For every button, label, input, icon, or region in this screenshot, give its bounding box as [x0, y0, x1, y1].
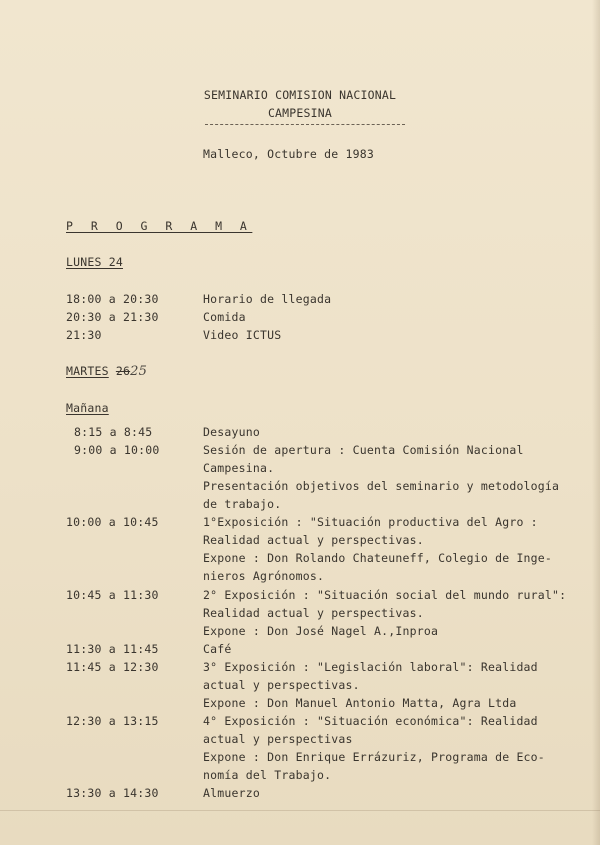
schedule-description: Café [203, 642, 232, 656]
martes-handwritten-date: 25 [130, 364, 148, 379]
schedule-description: Expone : Don Enrique Errázuriz, Programa de Eco- [203, 750, 545, 764]
schedule-time: 20:30 a 21:30 [66, 310, 159, 324]
schedule-time: 11:45 a 12:30 [66, 660, 159, 674]
schedule-description: 1°Exposición : "Situación productiva del Agro : [203, 515, 538, 529]
schedule-time: 11:30 a 11:45 [66, 642, 159, 656]
schedule-description: Expone : Don José Nagel A.,Inproa [203, 624, 439, 638]
paper-fold-line [0, 810, 600, 811]
schedule-time: 9:00 a 10:00 [74, 443, 160, 457]
schedule-description: Realidad actual y perspectivas. [203, 606, 424, 620]
document-title-line-2: CAMPESINA [267, 106, 333, 120]
document-title-line-1: SEMINARIO COMISION NACIONAL [203, 88, 397, 102]
manana-heading: Mañana [66, 401, 109, 415]
schedule-description: Realidad actual y perspectivas. [203, 533, 424, 547]
martes-label: MARTES [66, 364, 109, 378]
schedule-description: 3° Exposición : "Legislación laboral": Realidad [203, 660, 538, 674]
schedule-time: 18:00 a 20:30 [66, 292, 159, 306]
schedule-description: Sesión de apertura : Cuenta Comisión Nacional [203, 443, 524, 457]
programa-heading: P R O G R A M A [66, 219, 253, 233]
schedule-description: Horario de llegada [203, 292, 332, 306]
schedule-description: Expone : Don Rolando Chateuneff, Colegio de Inge- [203, 551, 553, 565]
schedule-description: nieros Agrónomos. [203, 569, 325, 583]
schedule-time: 13:30 a 14:30 [66, 786, 159, 800]
schedule-description: de trabajo. [203, 497, 282, 511]
paper-edge-shadow [592, 0, 600, 845]
schedule-description: 4° Exposición : "Situación económica": Realidad [203, 714, 538, 728]
schedule-description: Expone : Don Manuel Antonio Matta, Agra Ltda [203, 696, 517, 710]
schedule-description: Almuerzo [203, 786, 260, 800]
martes-struck-date: 26 [115, 364, 131, 378]
schedule-time: 8:15 a 8:45 [74, 425, 153, 439]
schedule-description: Campesina. [203, 461, 275, 475]
schedule-time: 10:00 a 10:45 [66, 515, 159, 529]
martes-heading [66, 364, 147, 379]
lunes-heading: LUNES 24 [66, 255, 123, 269]
schedule-time: 21:30 [66, 328, 102, 342]
schedule-description: Comida [203, 310, 246, 324]
schedule-description: 2° Exposición : "Situación social del mundo rural": [203, 588, 567, 602]
schedule-description: Video ICTUS [203, 328, 282, 342]
schedule-description: Presentación objetivos del seminario y metodología [203, 479, 560, 493]
title-underline-rule [205, 124, 405, 125]
schedule-time: 12:30 a 13:15 [66, 714, 159, 728]
schedule-description: nomía del Trabajo. [203, 768, 332, 782]
place-date: Malleco, Octubre de 1983 [203, 147, 374, 161]
schedule-description: actual y perspectivas [203, 732, 353, 746]
schedule-time: 10:45 a 11:30 [66, 588, 159, 602]
schedule-description: actual y perspectivas. [203, 678, 360, 692]
schedule-description: Desayuno [203, 425, 260, 439]
